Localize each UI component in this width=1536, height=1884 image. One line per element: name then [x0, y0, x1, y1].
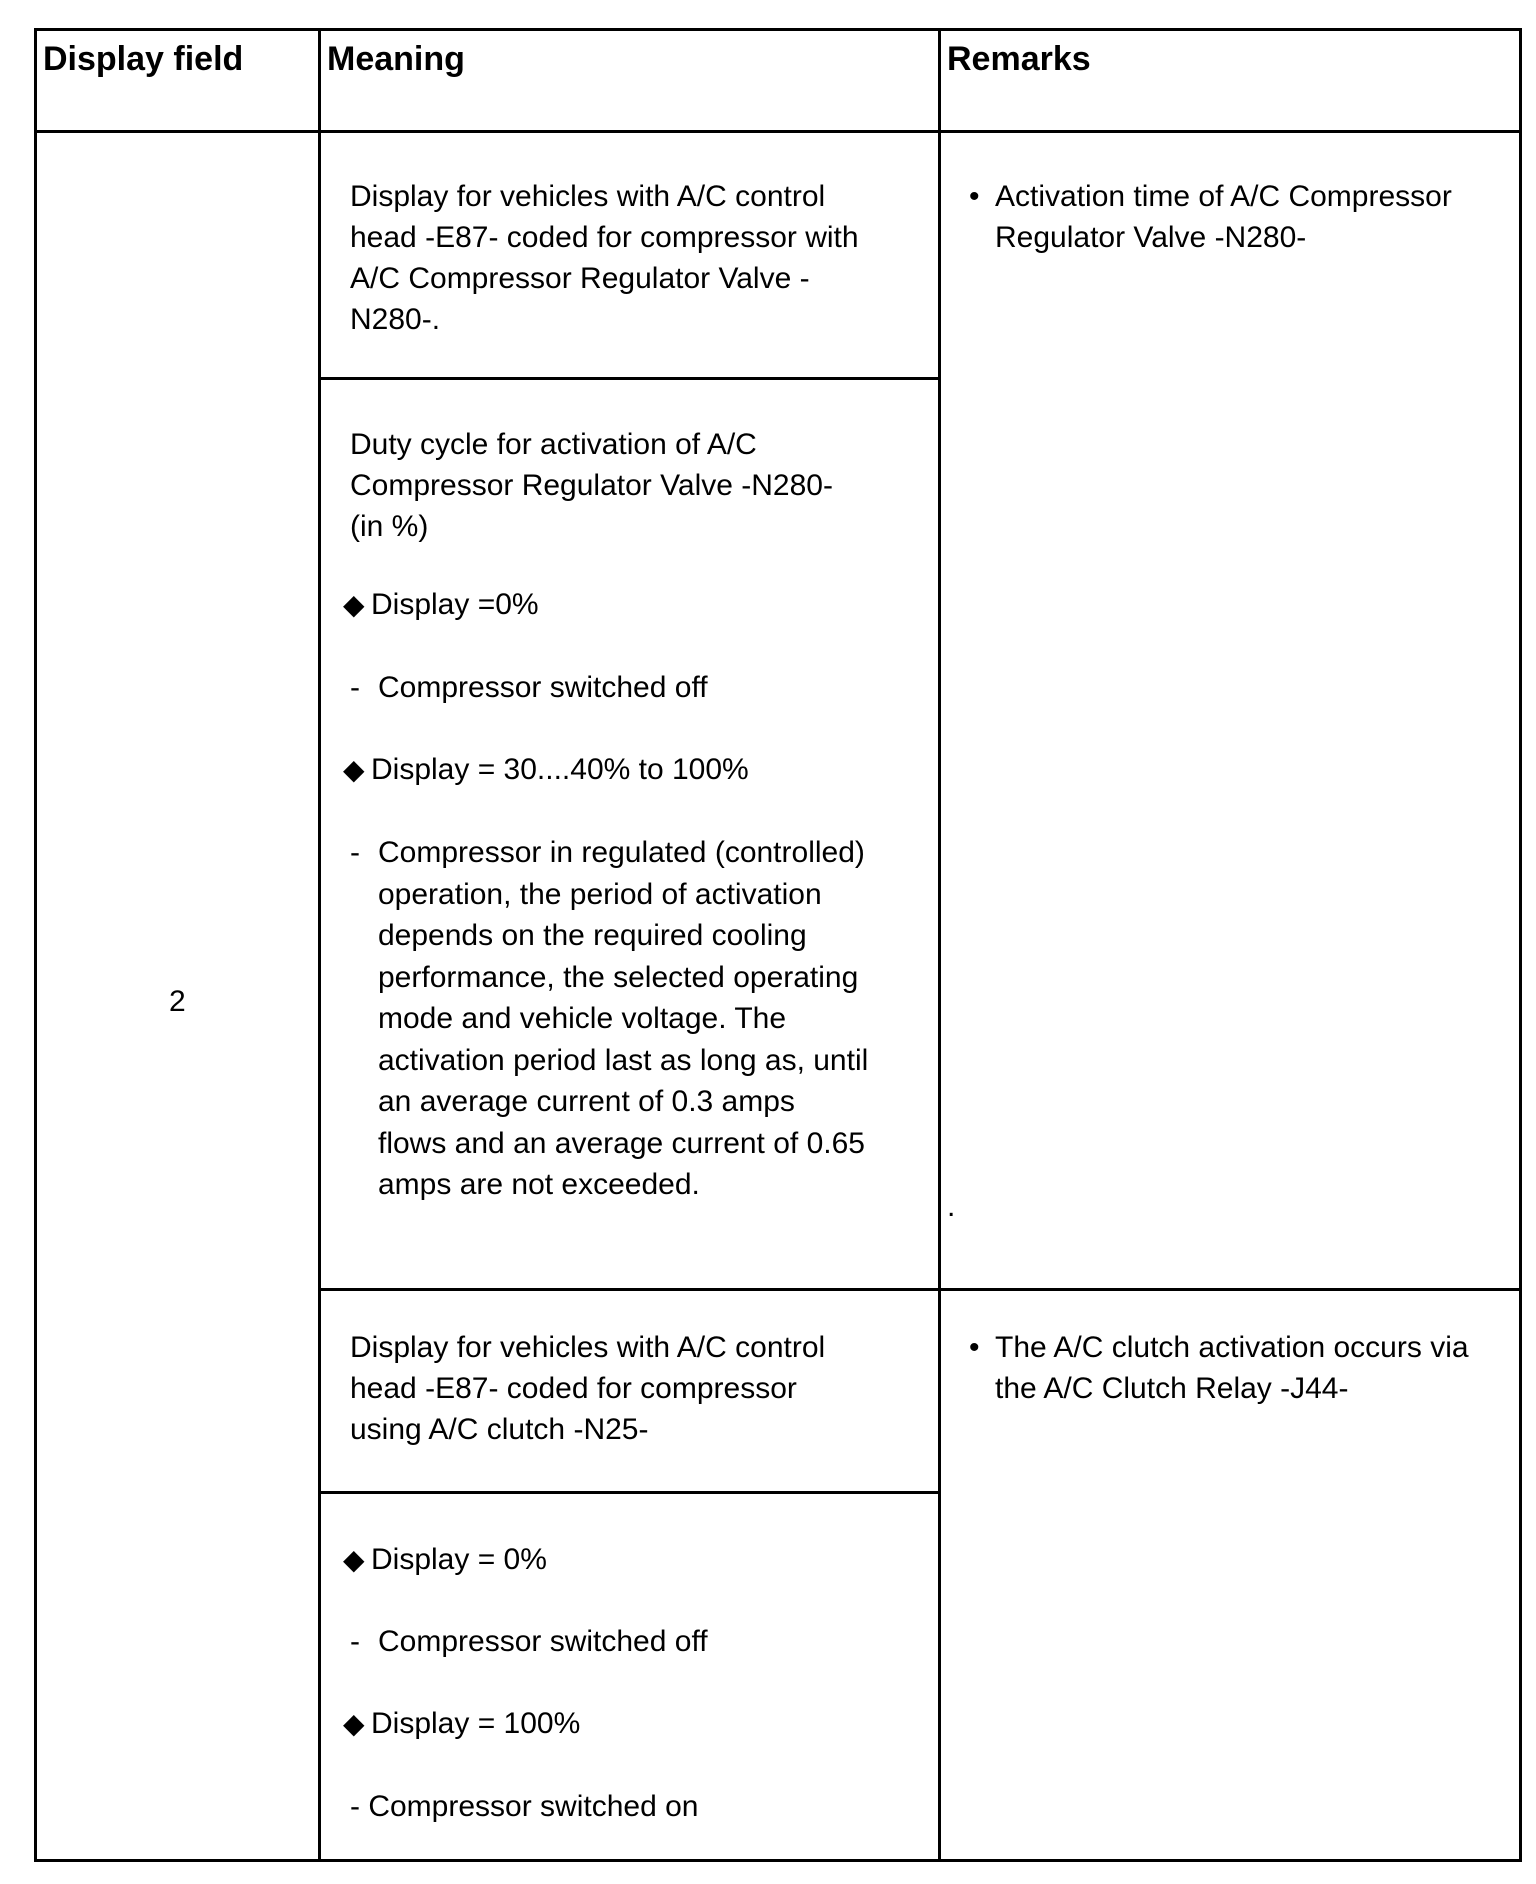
header-display-field: Display field — [43, 40, 244, 78]
item-label: Display =0% — [371, 588, 539, 621]
meaning-block-4-item-2 — [343, 1703, 580, 1744]
meaning-block-2-intro: Duty cycle for activation of A/C Compressor Regulator Valve -N280- (in %) — [350, 428, 833, 543]
diagnostic-table — [34, 28, 1522, 1862]
diamond-bullet-icon: ◆ — [343, 1544, 365, 1575]
diamond-bullet-icon: ◆ — [343, 754, 365, 785]
bullet-icon: • — [969, 180, 980, 213]
meaning-block-2-item-1 — [343, 584, 539, 625]
meaning-block-4-item-2-sub: - Compressor switched on — [350, 1790, 699, 1823]
item-sub-text: Compressor switched off — [378, 671, 708, 704]
remark-text: The A/C clutch activation occurs via the A/C Clutch Relay -J44- — [995, 1331, 1469, 1405]
meaning-block-2-item-2-sub — [350, 832, 870, 1206]
remark-text: Activation time of A/C Compressor Regulator Valve -N280- — [995, 180, 1452, 254]
item-label: Display = 0% — [371, 1543, 547, 1576]
meaning-block-2-item-1-sub — [350, 667, 890, 709]
meaning-divider-2 — [318, 1288, 1519, 1291]
remark-2 — [969, 1327, 1499, 1409]
diamond-bullet-icon: ◆ — [343, 589, 365, 620]
remark-1 — [969, 176, 1489, 258]
item-sub-text: Compressor switched off — [378, 1625, 708, 1658]
display-field-value: 2 — [169, 985, 186, 1018]
meaning-block-4-item-1 — [343, 1539, 547, 1580]
header-meaning: Meaning — [327, 40, 465, 78]
bullet-icon: • — [969, 1331, 980, 1364]
header-divider — [37, 130, 1519, 133]
diamond-bullet-icon: ◆ — [343, 1708, 365, 1739]
meaning-block-3: Display for vehicles with A/C control head -E87- coded for compressor using A/C clutch -N25- — [350, 1331, 826, 1446]
item-label: Display = 100% — [371, 1707, 581, 1740]
column-divider-1 — [318, 31, 321, 1859]
dash-marker: - — [350, 836, 360, 869]
header-remarks: Remarks — [947, 40, 1091, 78]
item-sub-text: Compressor in regulated (controlled) operation, the period of activation depends on the required cooling performance, the selected operating mode and vehicle voltage. The activation period last as long as, until an average current of 0.3 amps flows and an average current of 0.65 amps are not exceeded. — [378, 836, 869, 1201]
remark-1-trailing-dot: . — [947, 1190, 956, 1223]
item-label: Display = 30....40% to 100% — [371, 753, 749, 786]
dash-marker: - — [350, 671, 360, 704]
column-divider-2 — [938, 31, 941, 1859]
meaning-block-4-item-1-sub — [350, 1621, 890, 1663]
meaning-block-1: Display for vehicles with A/C control head -E87- coded for compressor with A/C Compressor Regulator Valve -N280-. — [350, 180, 859, 336]
meaning-block-2-item-2 — [343, 749, 749, 790]
meaning-divider-3 — [318, 1491, 941, 1494]
dash-marker: - — [350, 1625, 360, 1658]
meaning-divider-1 — [318, 377, 941, 380]
